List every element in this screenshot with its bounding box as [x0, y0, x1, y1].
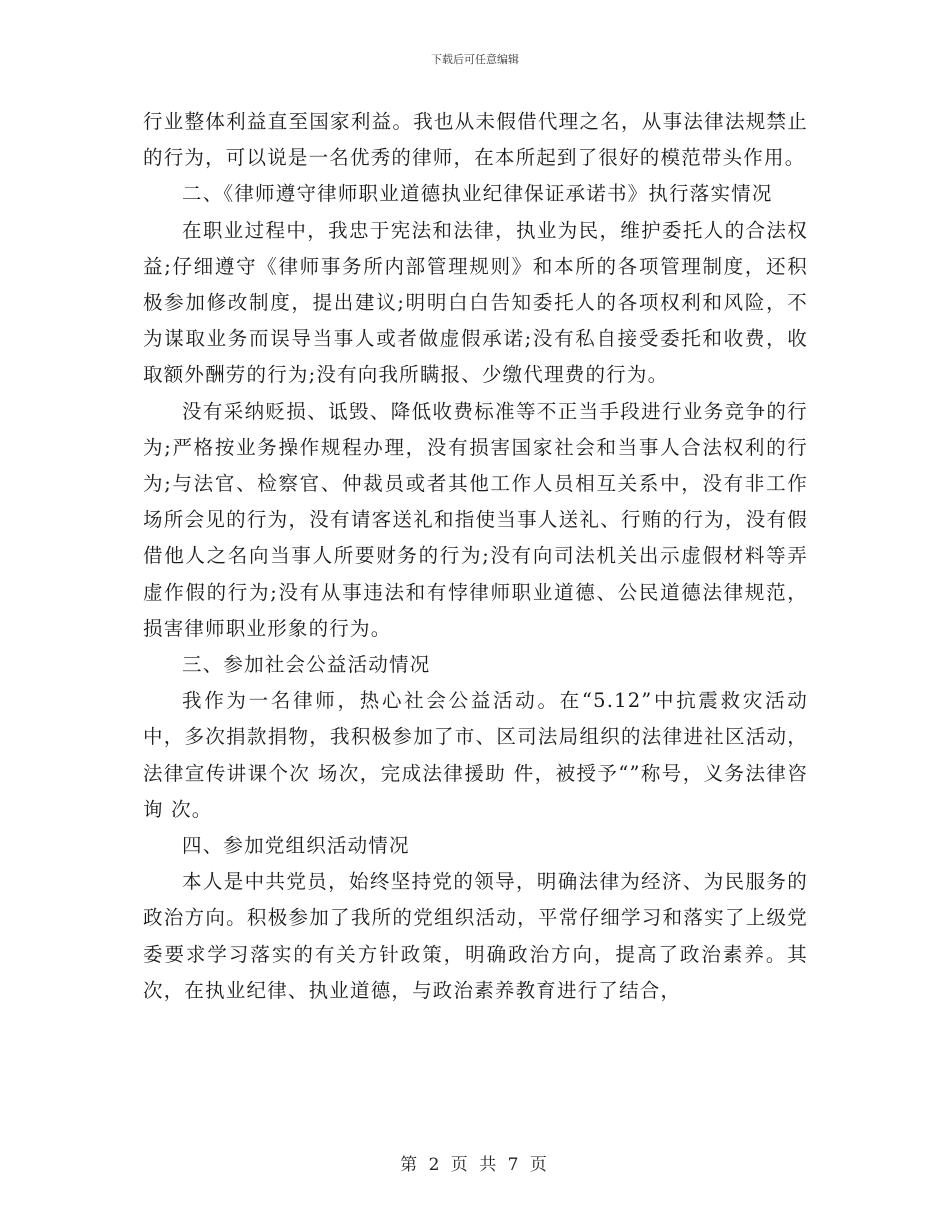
- section-heading-4: 四、参加党组织活动情况: [182, 834, 410, 858]
- section-heading-2: 二、《律师遵守律师职业道德执业纪律保证承诺书》执行落实情况: [182, 182, 773, 206]
- paragraph-3: 在职业过程中，我忠于宪法和法律，执业为民，维护委托人的合法权益;仔细遵守《律师事务所内部管理规则》和本所的各项管理制度，还积极参加修改制度，提出建议;明明白白告知委托人的各项权利和风险，不为谋取业务而误导当事人或者做虚假承诺;没有私自接受委托和收费，收取额外酬劳的行为;没有向我所瞒报、少缴代理费的行为。: [143, 218, 808, 387]
- paragraph-4: 没有采纳贬损、诋毁、降低收费标准等不正当手段进行业务竞争的行为;严格按业务操作规程办理，没有损害国家社会和当事人合法权利的行为;与法官、检察官、仲裁员或者其他工作人员相互关系中，没有非工作场所会见的行为，没有请客送礼和指使当事人送礼、行贿的行为，没有假借他人之名向当事人所要财务的行为;没有向司法机关出示虚假材料等弄虚作假的行为;没有从事违法和有悖律师职业道德、公民道德法律规范，损害律师职业形象的行为。: [143, 399, 808, 640]
- paragraph-8: 本人是中共党员，始终坚持党的领导，明确法律为经济、为民服务的政治方向。积极参加了我所的党组织活动，平常仔细学习和落实了上级党委要求学习落实的有关方针政策，明确政治方向，提高了政治素养。其次，在执业纪律、执业道德，与政治素养教育进行了结合，: [143, 870, 808, 1002]
- page-header: 下载后可任意编辑: [431, 53, 519, 66]
- page-number: 第 2 页 共 7 页: [400, 1155, 550, 1175]
- paragraph-1: 行业整体利益直至国家利益。我也从未假借代理之名，从事法律法规禁止的行为，可以说是一名优秀的律师，在本所起到了很好的模范带头作用。: [143, 110, 808, 170]
- document-body: [143, 104, 808, 1009]
- section-heading-3: 三、参加社会公益活动情况: [182, 653, 431, 677]
- paragraph-6: 我作为一名律师，热心社会公益活动。在“5.12”中抗震救灾活动中，多次捐款捐物，我积极参加了市、区司法局组织的法律进社区活动，法律宣传讲课个次 场次，完成法律援助 件，被授予“”称号，义务法律咨询 次。: [143, 689, 808, 821]
